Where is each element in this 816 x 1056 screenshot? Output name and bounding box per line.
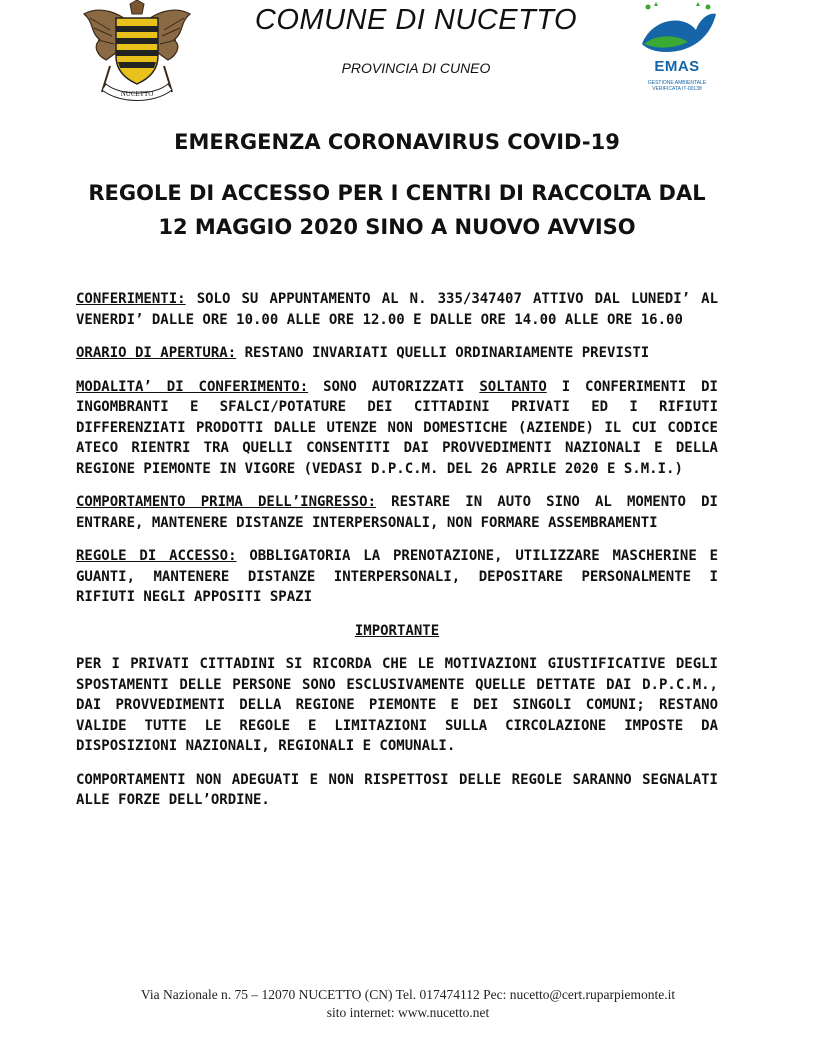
section-orario xyxy=(76,343,718,364)
municipality-title: COMUNE DI NUCETTO xyxy=(254,4,578,36)
section-label: CONFERIMENTI: xyxy=(76,291,186,307)
document-title: EMERGENZA CORONAVIRUS COVID-19 xyxy=(174,130,620,154)
importante-heading-row xyxy=(76,621,718,642)
footer-address: Via Nazionale n. 75 – 12070 NUCETTO (CN) Tel. 017474112 Pec: nucetto@cert.ruparpiemonte.it xyxy=(140,987,676,1002)
section-label: MODALITA’ DI CONFERIMENTO: xyxy=(76,378,309,395)
section-text: SOLO SU APPUNTAMENTO AL N. 335/347407 ATTIVO DAL LUNEDI’ AL VENERDI’ DALLE ORE 10.00 ALLE ORE 12.00 E DALLE ORE 14.00 ALLE ORE 16.00 xyxy=(76,291,719,328)
document-subtitle: REGOLE DI ACCESSO PER I CENTRI DI RACCOLTA DAL 12 MAGGIO 2020 SINO A NUOVO AVVISO xyxy=(88,181,706,239)
emas-wordmark: EMAS xyxy=(654,58,700,75)
importante-paragraph: PER I PRIVATI CITTADINI SI RICORDA CHE LE MOTIVAZIONI GIUSTIFICATIVE DEGLI SPOSTAMENTI DELLE PERSONE SONO ESCLUSIVAMENTE QUELLE DETTATE DAI D.P.C.M., DAI PROVVEDIMENTI DELLA REGIONE PIEMONTE E DEI SINGOLI COMUNI; RESTANO VALIDE TUTTE LE REGOLE E LIMITAZIONI SULLA CIRCOLAZIONE IMPOSTE DA DISPOSIZIONI NAZIONALI, REGIONALI E COMUNALI. xyxy=(76,656,718,754)
section-label: ORARIO DI APERTURA: xyxy=(76,345,237,361)
emphasis-text: SOLTANTO xyxy=(479,378,547,395)
warning-paragraph: COMPORTAMENTI NON ADEGUATI E NON RISPETTOSI DELLE REGOLE SARANNO SEGNALATI ALLE FORZE DELL’ORDINE. xyxy=(76,771,718,808)
province-subtitle: PROVINCIA DI CUNEO xyxy=(341,60,491,76)
section-text: I CONFERIMENTI DI INGOMBRANTI E SFALCI/POTATURE DEI CITTADINI PRIVATI ED I RIFIUTI DIFFERENZIATI PRODOTTI DALLE UTENZE NON DOMESTICHE (AZIENDE) IL CUI CODICE ATECO RIENTRI TRA QUELLI CONSENTITI DAI PROVVEDIMENTI NAZIONALI E DELLA REGIONE PIEMONTE IN VIGORE (VEDASI D.P.C.M. DEL 26 APRILE 2020 E S.M.I.) xyxy=(76,378,718,477)
section-label: REGOLE DI ACCESSO: xyxy=(76,548,237,564)
section-conferimenti xyxy=(76,289,718,330)
section-text: SONO AUTORIZZATI xyxy=(323,378,465,395)
section-text: OBBLIGATORIA LA PRENOTAZIONE, UTILIZZARE MASCHERINE E GUANTI, MANTENERE DISTANZE INTERPERSONALI, DEPOSITARE PERSONALMENTE I RIFIUTI NEGLI APPOSITI SPAZI xyxy=(76,548,718,605)
section-comportamento xyxy=(76,492,718,533)
emas-tagline: GESTIONE AMBIENTALE VERIFICATA IT-00138 xyxy=(647,80,707,92)
importante-heading: IMPORTANTE xyxy=(354,622,440,639)
emas-logo xyxy=(636,0,718,112)
coat-of-arms-logo xyxy=(80,0,194,104)
section-label: COMPORTAMENTO PRIMA DELL’INGRESSO: xyxy=(76,494,376,510)
coat-of-arms-text: NUCETTO xyxy=(120,90,154,98)
section-text: RESTARE IN AUTO SINO AL MOMENTO DI ENTRARE, MANTENERE DISTANZE INTERPERSONALI, NON FORMARE ASSEMBRAMENTI xyxy=(76,494,718,531)
footer-website: sito internet: www.nucetto.net xyxy=(326,1005,490,1020)
document-body xyxy=(76,289,718,824)
section-regole xyxy=(76,546,718,608)
emas-emblem-icon xyxy=(636,0,718,62)
section-text: RESTANO INVARIATI QUELLI ORDINARIAMENTE PREVISTI xyxy=(244,345,650,361)
page-footer xyxy=(60,986,756,1022)
section-modalita xyxy=(76,377,718,480)
